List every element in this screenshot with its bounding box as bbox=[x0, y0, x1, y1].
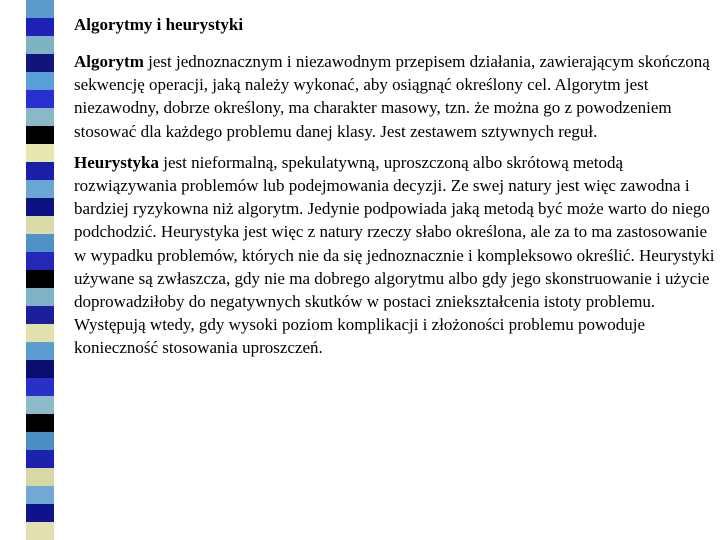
stripe-segment bbox=[26, 450, 54, 468]
stripe-segment bbox=[26, 126, 54, 144]
stripe-segment bbox=[26, 162, 54, 180]
decorative-stripe bbox=[26, 0, 54, 540]
stripe-segment bbox=[26, 396, 54, 414]
heuristic-paragraph bbox=[74, 151, 718, 360]
stripe-segment bbox=[26, 216, 54, 234]
stripe-segment bbox=[26, 90, 54, 108]
stripe-segment bbox=[26, 504, 54, 522]
stripe-segment bbox=[26, 72, 54, 90]
stripe-segment bbox=[26, 378, 54, 396]
stripe-segment bbox=[26, 306, 54, 324]
stripe-segment bbox=[26, 54, 54, 72]
stripe-segment bbox=[26, 360, 54, 378]
heuristic-definition: jest nieformalną, spekulatywną, uproszczoną albo skrótową metodą rozwiązywania problemów lub podejmowania decyzji. Ze swej natury jest więc zawodna i bardziej ryzykowna niż algorytm. Jedynie podpowiada jaką metodą być może warto do niego podchodzić. Heurystyka jest więc z natury rzeczy słabo określona, ale za to ma zastosowanie w wypadku problemów, których nie da się jednoznacznie i kompleksowo określić. Heurystyki używane są zwłaszcza, gdy nie ma dobrego algorytmu albo gdy jego skonstruowanie i użycie doprowadziłoby do negatywnych skutków w postaci zniekształcenia istoty problemu. Występują wtedy, gdy wysoki poziom komplikacji i złożoności problemu powoduje konieczność stosowania uproszczeń. bbox=[74, 152, 715, 358]
stripe-segment bbox=[26, 270, 54, 288]
stripe-segment bbox=[26, 198, 54, 216]
algorithm-paragraph bbox=[74, 50, 718, 143]
stripe-segment bbox=[26, 144, 54, 162]
heuristic-term: Heurystyka bbox=[74, 152, 159, 172]
stripe-segment bbox=[26, 234, 54, 252]
stripe-segment bbox=[26, 0, 54, 18]
stripe-segment bbox=[26, 342, 54, 360]
stripe-segment bbox=[26, 324, 54, 342]
stripe-segment bbox=[26, 486, 54, 504]
stripe-segment bbox=[26, 288, 54, 306]
stripe-segment bbox=[26, 18, 54, 36]
slide-title: Algorytmy i heurystyki bbox=[74, 15, 244, 34]
slide-content bbox=[74, 14, 718, 368]
stripe-segment bbox=[26, 180, 54, 198]
stripe-segment bbox=[26, 36, 54, 54]
stripe-segment bbox=[26, 468, 54, 486]
stripe-segment bbox=[26, 522, 54, 540]
algorithm-definition: jest jednoznacznym i niezawodnym przepisem działania, zawierającym skończoną sekwencję operacji, jaką należy wykonać, aby osiągnąć określony cel. Algorytm jest niezawodny, dobrze określony, ma charakter masowy, tzn. że można go z powodzeniem stosować dla każdego problemu danej klasy. Jest zestawem sztywnych reguł. bbox=[74, 52, 710, 141]
algorithm-term: Algorytm bbox=[74, 52, 144, 71]
stripe-segment bbox=[26, 252, 54, 270]
stripe-segment bbox=[26, 108, 54, 126]
stripe-segment bbox=[26, 432, 54, 450]
stripe-segment bbox=[26, 414, 54, 432]
